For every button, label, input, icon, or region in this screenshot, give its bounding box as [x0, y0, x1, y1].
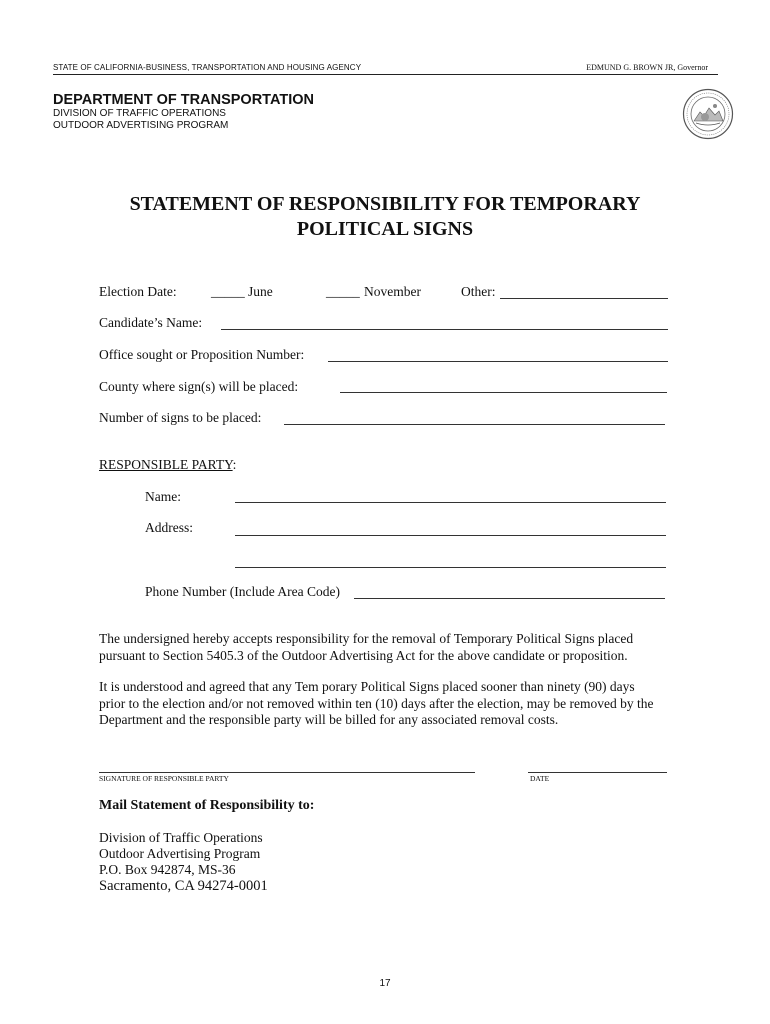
other-label: Other: — [461, 284, 496, 299]
governor-header: EDMUND G. BROWN JR, Governor — [586, 63, 708, 72]
mail-address-line-3: P.O. Box 942874, MS-36 — [99, 862, 236, 877]
agency-header: STATE OF CALIFORNIA-BUSINESS, TRANSPORTATION AND HOUSING AGENCY — [53, 63, 362, 72]
division-name: DIVISION OF TRAFFIC OPERATIONS — [53, 108, 226, 119]
county-field[interactable] — [340, 392, 667, 393]
department-title: DEPARTMENT OF TRANSPORTATION — [53, 92, 314, 108]
program-name: OUTDOOR ADVERTISING PROGRAM — [53, 120, 229, 131]
county-label: County where sign(s) will be placed: — [99, 379, 299, 394]
header-divider — [53, 74, 718, 75]
acceptance-paragraph: The undersigned hereby accepts responsibility for the removal of Temporary Political Signs placed pursuant to Section 5405.3 of the Outdoor Advertising Act for the above candidate or proposition. — [99, 631, 634, 663]
party-address-field-2[interactable] — [235, 567, 666, 568]
other-date-field[interactable] — [500, 298, 668, 299]
june-checkbox-blank[interactable]: _____ — [211, 284, 245, 299]
office-field[interactable] — [328, 361, 668, 362]
number-of-signs-field[interactable] — [284, 424, 665, 425]
mail-heading: Mail Statement of Responsibility to: — [99, 798, 315, 813]
mail-address-line-4: Sacramento, CA 94274-0001 — [99, 878, 268, 894]
mail-address-line-2: Outdoor Advertising Program — [99, 846, 261, 861]
party-address-field-1[interactable] — [235, 535, 666, 536]
candidate-name-field[interactable] — [221, 329, 668, 330]
party-address-label: Address: — [145, 520, 193, 535]
responsible-party-heading: RESPONSIBLE PARTY: — [99, 457, 237, 472]
state-seal-icon — [682, 88, 734, 140]
signature-label: SIGNATURE OF RESPONSIBLE PARTY — [99, 774, 229, 783]
agreement-paragraph: It is understood and agreed that any Tem porary Political Signs placed sooner than ninety (90) days prior to the election and/or not removed within ten (10) days after the election, may be removed by the Department and the responsible party will be billed for any associated removal costs. — [99, 679, 654, 727]
november-checkbox-blank[interactable]: _____ — [326, 284, 360, 299]
date-label: DATE — [530, 774, 550, 783]
office-label: Office sought or Proposition Number: — [99, 347, 305, 362]
date-field[interactable] — [528, 772, 667, 773]
november-label: November — [364, 284, 421, 299]
phone-field[interactable] — [354, 598, 665, 599]
page-number: 17 — [379, 978, 391, 989]
party-name-label: Name: — [145, 489, 181, 504]
signature-field[interactable] — [99, 772, 475, 773]
number-of-signs-label: Number of signs to be placed: — [99, 410, 262, 425]
phone-label: Phone Number (Include Area Code) — [145, 584, 340, 599]
election-date-label: Election Date: — [99, 284, 177, 299]
form-title: STATEMENT OF RESPONSIBILITY FOR TEMPORARY POLITICAL SIGNS — [129, 193, 641, 240]
mail-address-line-1: Division of Traffic Operations — [99, 830, 263, 845]
candidate-name-label: Candidate’s Name: — [99, 315, 203, 330]
june-label: June — [248, 284, 273, 299]
party-name-field[interactable] — [235, 502, 666, 503]
